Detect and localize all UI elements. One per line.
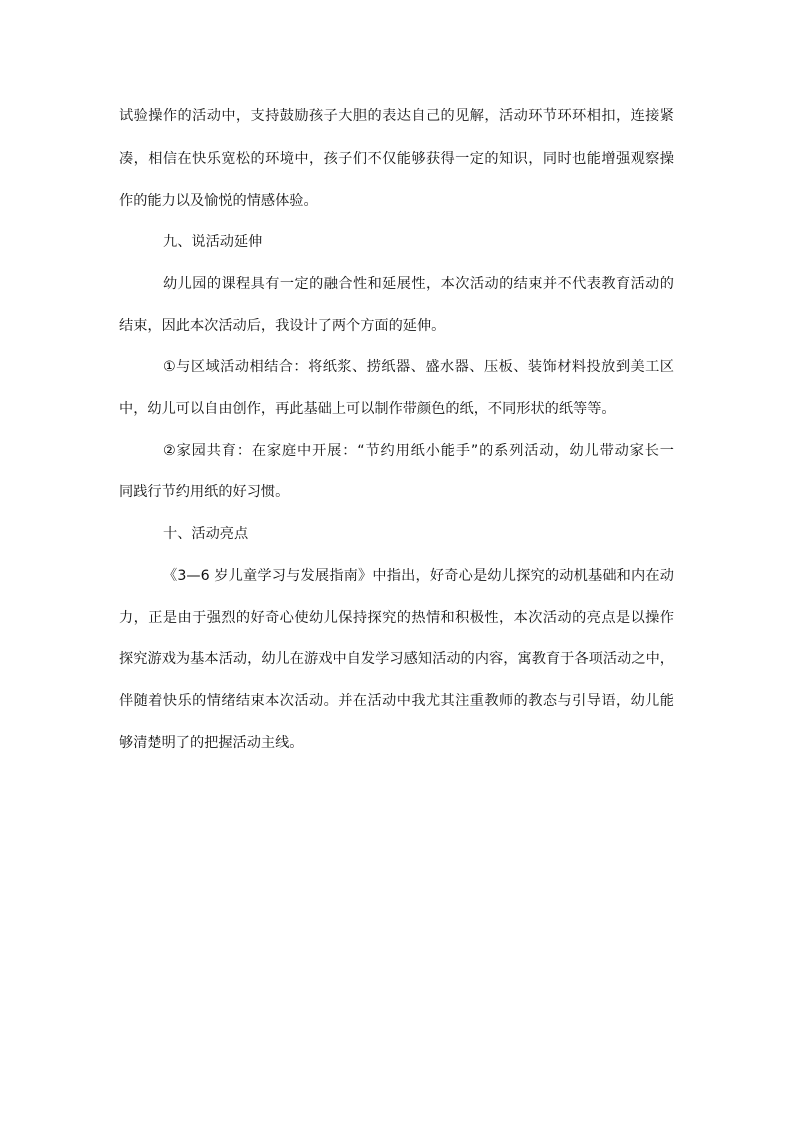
paragraph-line: 凑，相信在快乐宽松的环境中，孩子们不仅能够获得一定的知识，同时也能增强观察操 [119, 151, 674, 167]
paragraph-line: 结束，因此本次活动后，我设计了两个方面的延伸。 [119, 318, 446, 334]
paragraph-line: 幼儿园的课程具有一定的融合性和延展性，本次活动的结束并不代表教育活动的 [163, 276, 674, 292]
paragraph-line: 伴随着快乐的情绪结束本次活动。并在活动中我尤其注重教师的教态与引导语，幼儿能 [119, 693, 674, 709]
paragraph-line: 中，幼儿可以自由创作，再此基础上可以制作带颜色的纸，不同形状的纸等等。 [119, 401, 616, 417]
paragraph-line: 试验操作的活动中，支持鼓励孩子大胆的表达自己的见解，活动环节环环相扣，连接紧 [119, 108, 674, 124]
paragraph-line: 够清楚明了的把握活动主线。 [119, 735, 304, 751]
paragraph-line: 力，正是由于强烈的好奇心使幼儿保持探究的热情和积极性，本次活动的亮点是以操作 [119, 610, 674, 626]
list-item-1: ①与区域活动相结合：将纸浆、捞纸器、盛水器、压板、装饰材料投放到美工区 [163, 359, 674, 375]
paragraph-line: 作的能力以及愉悦的情感体验。 [119, 193, 318, 209]
paragraph-line: 《3—6 岁儿童学习与发展指南》中指出，好奇心是幼儿探究的动机基础和内在动 [163, 568, 674, 584]
paragraph-line: 同践行节约用纸的好习惯。 [119, 484, 290, 500]
section-heading-9: 九、说活动延伸 [163, 234, 263, 250]
section-heading-10: 十、活动亮点 [163, 526, 249, 542]
list-item-2: ②家园共育：在家庭中开展：“节约用纸小能手”的系列活动，幼儿带动家长一 [163, 443, 674, 459]
paragraph-line: 探究游戏为基本活动，幼儿在游戏中自发学习感知活动的内容，寓教育于各项活动之中， [119, 651, 674, 667]
